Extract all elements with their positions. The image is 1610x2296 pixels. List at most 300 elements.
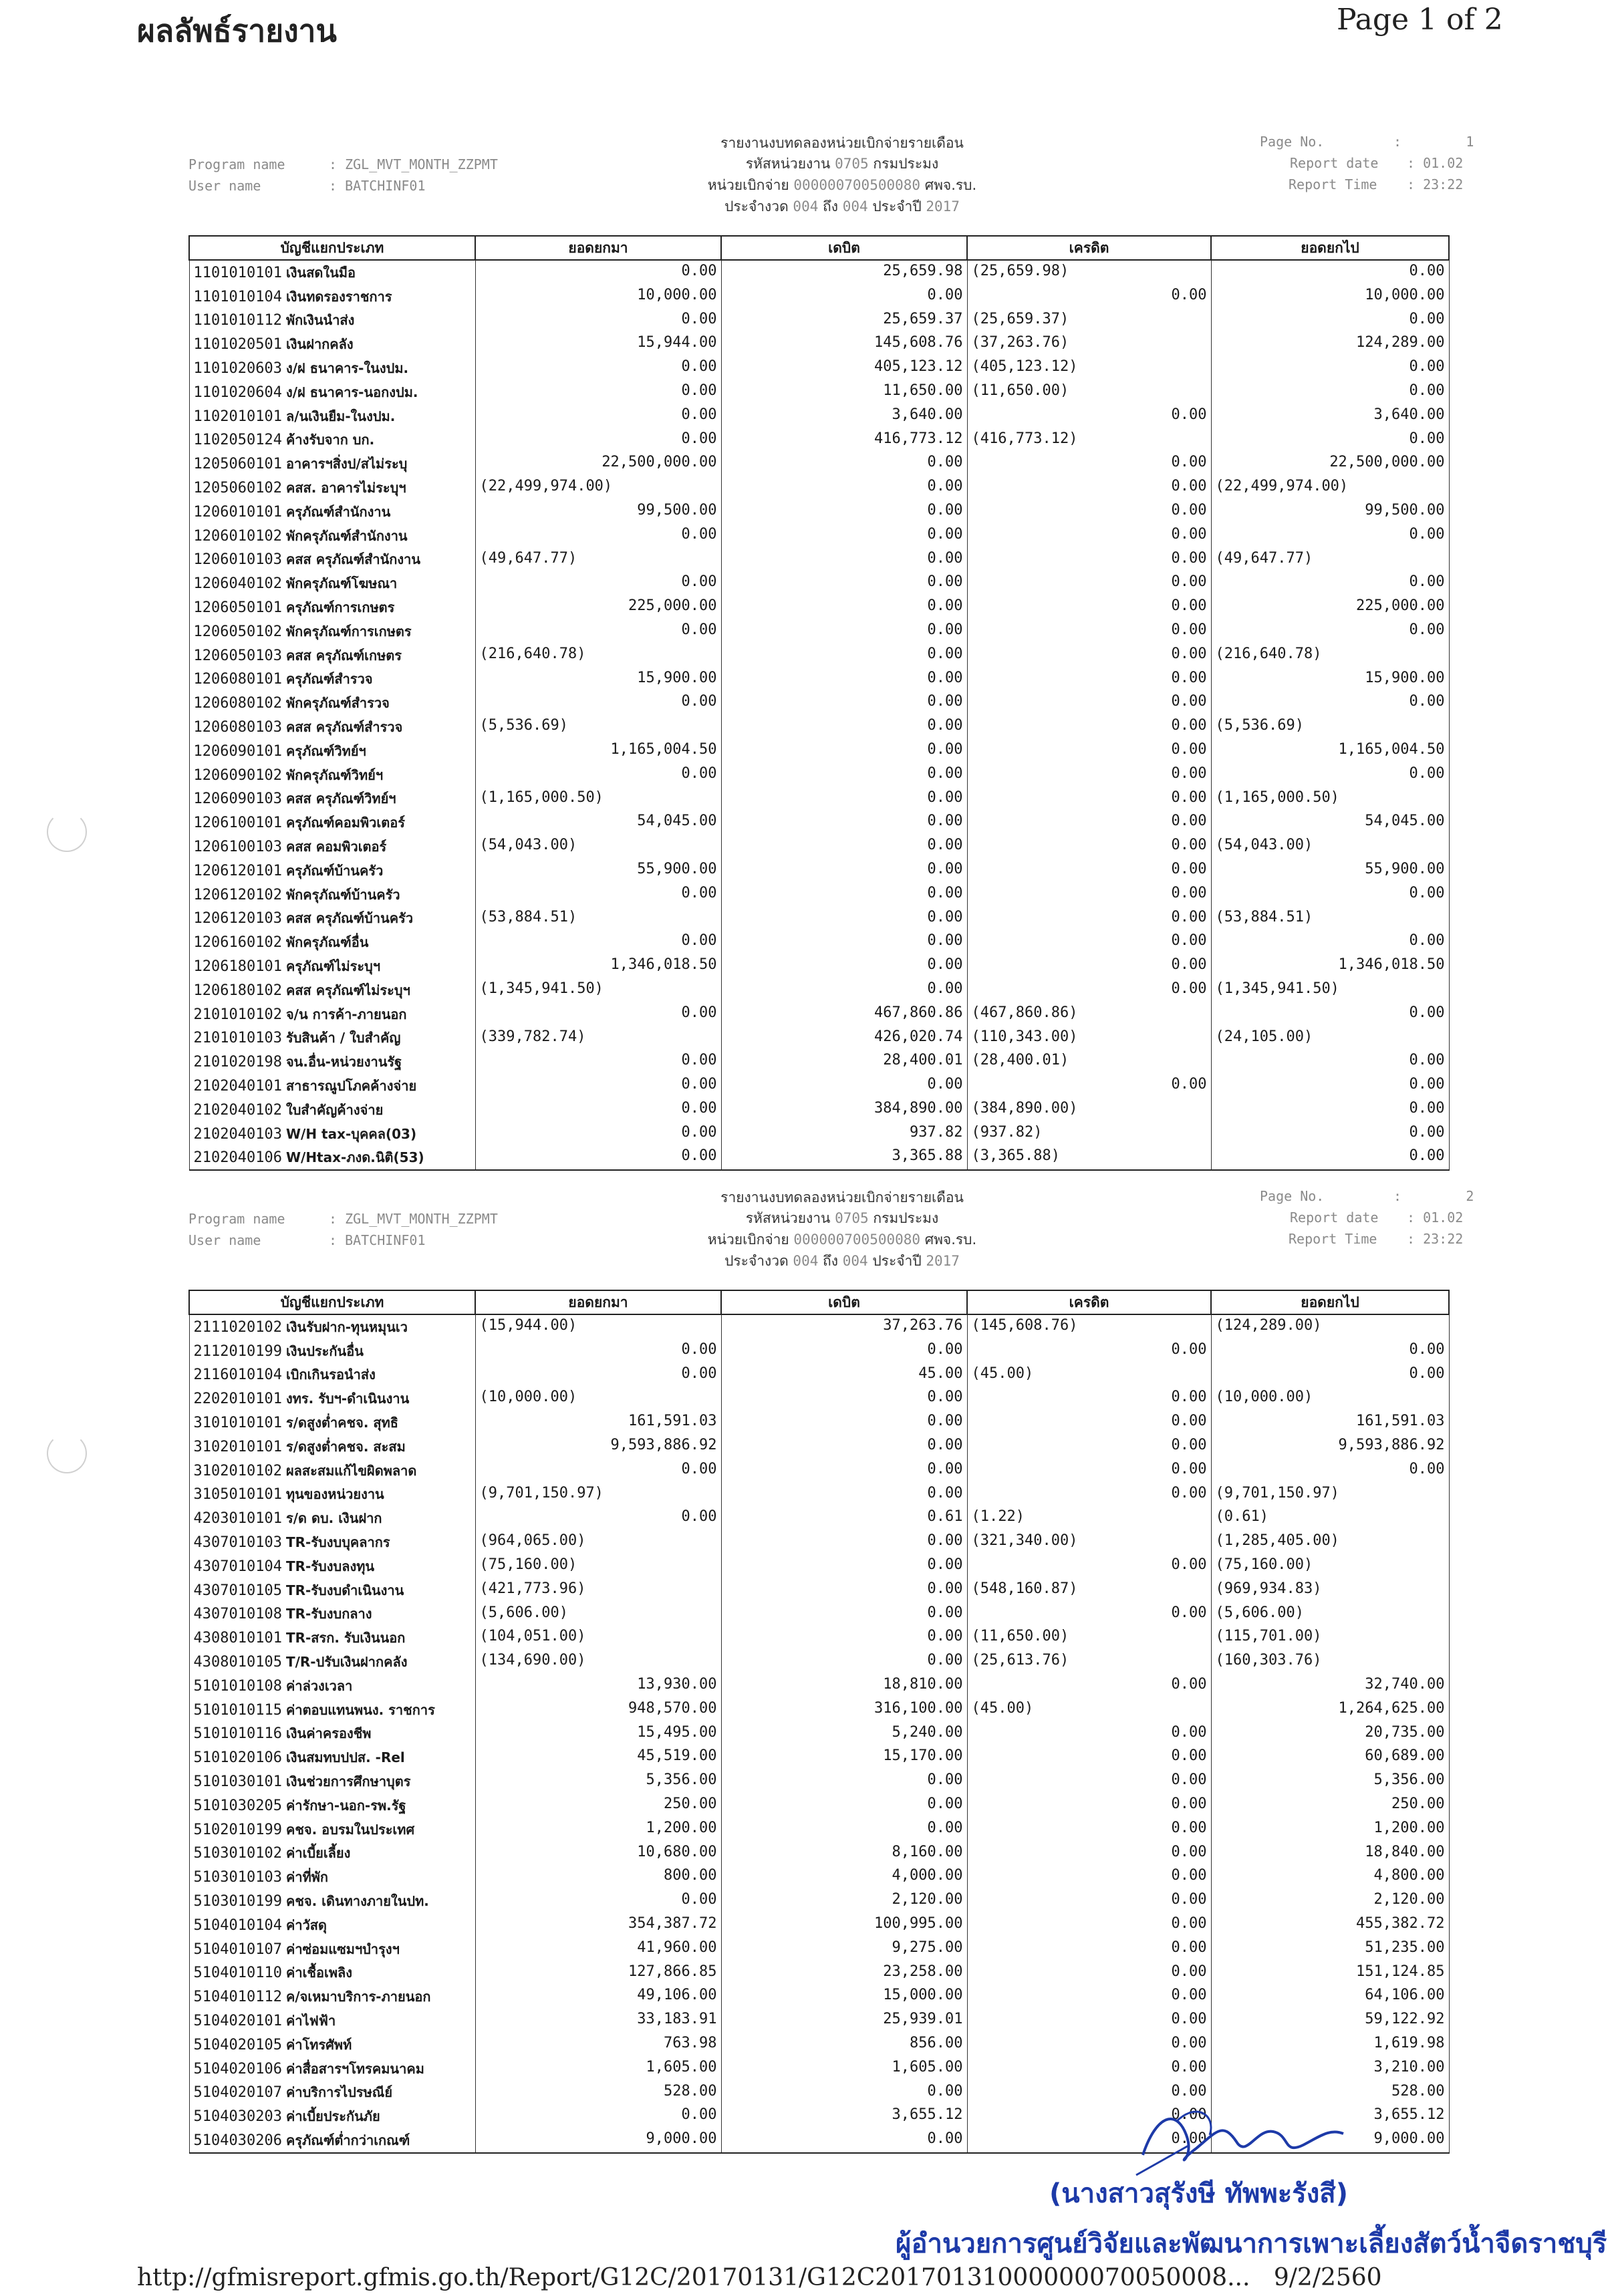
balance-bf-cell [475,1650,721,1674]
account-name: ค่าโทรศัพท์ [285,2036,352,2053]
debit-cell [721,1098,967,1122]
account-name: พักครุภัณฑ์โฆษณา [285,575,398,592]
credit-value: (25,613.76) [971,1652,1069,1669]
balance-bf-value: 0.00 [681,406,717,423]
account-code: 2102040102 [193,1101,282,1119]
debit-value: 0.00 [927,1556,963,1573]
balance-bf-value: 9,000.00 [646,2130,717,2148]
account-code: 2102040103 [193,1125,282,1143]
balance-bf-cell [475,1074,721,1098]
balance-bf-value: (1,165,000.50) [479,788,603,806]
table-row [189,1122,1449,1146]
account-cell [189,2081,475,2105]
debit-cell [721,1793,967,1818]
account-code: 5103010102 [193,1845,282,1862]
balance-cf-value: 51,235.00 [1365,1939,1445,1956]
balance-bf-cell [475,2057,721,2081]
debit-value: 0.00 [927,837,963,854]
credit-value: (45.00) [971,1365,1034,1382]
credit-cell [967,1626,1211,1650]
table-row [189,1026,1449,1050]
balance-cf-cell [1211,1026,1449,1050]
balance-cf-cell [1211,1339,1449,1363]
table-row [189,1889,1449,1913]
balance-cf-cell [1211,835,1449,859]
account-code: 4307010103 [193,1534,282,1552]
table-row [189,1554,1449,1578]
credit-cell [967,1387,1211,1411]
balance-cf-value: 1,165,004.50 [1338,740,1445,758]
print-header-title: ผลลัพธ์รายงาน [137,13,337,49]
balance-cf-cell [1211,404,1449,428]
account-cell [189,1530,475,1554]
account-cell [189,978,475,1002]
debit-cell [721,1339,967,1363]
credit-value: 0.00 [1171,573,1207,591]
credit-cell [967,1842,1211,1866]
account-name: TR-รับงบกลาง [285,1606,372,1622]
account-cell [189,2033,475,2057]
balance-bf-cell [475,1363,721,1387]
account-code: 4307010108 [193,1606,282,1623]
balance-bf-value: 0.00 [681,573,717,591]
account-code: 4307010105 [193,1582,282,1599]
debit-cell [721,1387,967,1411]
balance-bf-value: 161,591.03 [628,1413,717,1430]
account-cell [189,548,475,572]
balance-bf-cell [475,1050,721,1074]
account-cell [189,1674,475,1698]
account-code: 1102010101 [193,408,282,425]
debit-value: 0.00 [927,740,963,758]
credit-value: (321,340.00) [971,1532,1078,1550]
account-cell [189,380,475,404]
balance-bf-value: 33,183.91 [637,2011,717,2028]
balance-bf-cell [475,1459,721,1483]
debit-cell [721,2104,967,2128]
table-row [189,548,1449,572]
debit-cell [721,1314,967,1339]
user-name-value: : BATCHINF01 [329,178,426,194]
debit-cell [721,380,967,404]
balance-cf-cell [1211,309,1449,333]
account-cell [189,1387,475,1411]
debit-cell [721,691,967,715]
account-cell [189,619,475,643]
debit-cell [721,1769,967,1793]
account-code: 5101010116 [193,1725,282,1743]
debit-value: 467,860.86 [874,1004,963,1021]
balance-bf-value: 0.00 [681,621,717,638]
table-row [189,1961,1449,1985]
debit-value: 37,263.76 [883,1317,963,1334]
balance-bf-cell [475,1026,721,1050]
balance-bf-cell [475,643,721,668]
balance-cf-cell [1211,1483,1449,1507]
table-row [189,2033,1449,2057]
balance-cf-value: 0.00 [1409,1147,1445,1165]
debit-cell [721,571,967,595]
credit-value: 0.00 [1171,454,1207,471]
balance-cf-value: (216,640.78) [1215,645,1322,662]
balance-bf-cell [475,1002,721,1026]
account-code: 1206010101 [193,503,282,521]
account-code: 1206010102 [193,527,282,545]
account-name: เงินสมทบปปส. -Rel [285,1749,405,1766]
debit-value: 3,640.00 [892,406,963,423]
credit-value: 0.00 [1171,1675,1207,1693]
table-row [189,1985,1449,2009]
credit-cell [967,548,1211,572]
account-name: TR-รับงบดำเนินงาน [285,1582,404,1598]
account-name: พักครุภัณฑ์สำรวจ [285,695,390,712]
col-header-balance-bf: ยอดยกมา [475,236,721,260]
debit-value: 25,659.37 [883,310,963,327]
col-header-debit: เดบิต [721,1290,967,1314]
account-code: 3102010101 [193,1438,282,1455]
account-code: 4308010101 [193,1630,282,1647]
debit-cell [721,1026,967,1050]
table-row [189,1937,1449,1961]
credit-cell [967,332,1211,356]
credit-cell [967,1506,1211,1530]
credit-cell [967,835,1211,859]
debit-cell [721,1145,967,1170]
debit-cell [721,1506,967,1530]
balance-cf-value: 32,740.00 [1365,1675,1445,1693]
debit-value: 18,810.00 [883,1675,963,1693]
credit-value: 0.00 [1171,286,1207,303]
account-code: 1206080101 [193,671,282,688]
credit-value: (28,400.01) [971,1052,1069,1069]
report-time-value: : 23:22 [1407,1231,1464,1247]
debit-value: 0.00 [927,980,963,997]
table-row [189,260,1449,285]
debit-cell [721,1459,967,1483]
balance-bf-cell [475,1793,721,1818]
debit-value: 0.61 [927,1508,963,1526]
debit-cell [721,595,967,619]
balance-bf-value: 0.00 [681,1891,717,1908]
balance-bf-value: 0.00 [681,1340,717,1358]
balance-bf-cell [475,548,721,572]
account-code: 5101010115 [193,1701,282,1719]
balance-bf-value: 0.00 [681,263,717,279]
debit-value: 5,240.00 [892,1723,963,1741]
balance-bf-value: 127,866.85 [628,1963,717,1980]
account-code: 1101010101 [193,264,282,281]
debit-cell [721,835,967,859]
table-row [189,1145,1449,1170]
balance-cf-cell [1211,1363,1449,1387]
debit-cell [721,1626,967,1650]
debit-value: 0.00 [927,1604,963,1621]
account-code: 1205060101 [193,456,282,473]
account-code: 4308010105 [193,1654,282,1671]
table-row [189,571,1449,595]
credit-cell [967,715,1211,739]
page-no-label: Page No. [1260,1188,1325,1204]
balance-cf-cell [1211,595,1449,619]
account-name: คสส ครุภัณฑ์สำนักงาน [285,551,421,568]
balance-cf-cell [1211,1818,1449,1842]
table-row [189,1339,1449,1363]
handwritten-signature [1129,2095,1350,2182]
debit-value: 0.00 [927,549,963,567]
table-row [189,1626,1449,1650]
account-code: 5104010107 [193,1941,282,1958]
balance-cf-cell [1211,548,1449,572]
balance-cf-value: 0.00 [1409,1340,1445,1358]
table-row [189,691,1449,715]
balance-cf-cell [1211,1411,1449,1435]
credit-cell [967,1889,1211,1913]
account-code: 2101020198 [193,1054,282,1071]
account-cell [189,332,475,356]
balance-cf-value: 0.00 [1409,263,1445,279]
balance-bf-cell [475,1122,721,1146]
account-code: 1101010104 [193,288,282,305]
balance-cf-value: (75,160.00) [1215,1556,1313,1573]
account-cell [189,668,475,692]
table-row [189,1793,1449,1818]
debit-value: 9,275.00 [892,1939,963,1956]
account-cell [189,1961,475,1985]
credit-cell [967,1145,1211,1170]
debit-cell [721,1602,967,1626]
balance-cf-value: 0.00 [1409,310,1445,327]
table-row [189,1506,1449,1530]
account-cell [189,595,475,619]
debit-value: 0.00 [927,860,963,877]
balance-cf-cell [1211,1506,1449,1530]
balance-bf-value: 22,500,000.00 [601,454,717,471]
account-code: 2101010103 [193,1030,282,1047]
balance-bf-cell [475,954,721,978]
credit-cell [967,1026,1211,1050]
balance-cf-value: 0.00 [1409,382,1445,399]
credit-value: 0.00 [1171,478,1207,495]
credit-cell [967,571,1211,595]
account-name: TR-สรก. รับเงินนอก [285,1630,406,1646]
balance-cf-cell [1211,739,1449,763]
credit-value: 0.00 [1171,956,1207,974]
table-row [189,930,1449,954]
debit-cell [721,476,967,500]
account-name: TR-รับงบลงทุน [285,1558,375,1574]
credit-cell [967,978,1211,1002]
account-cell [189,2128,475,2153]
credit-value: (384,890.00) [971,1099,1078,1117]
balance-cf-cell [1211,428,1449,452]
table-row [189,883,1449,907]
debit-value: 0.00 [927,1460,963,1477]
balance-cf-cell [1211,1913,1449,1937]
program-name-label: Program name [188,156,285,172]
debit-cell [721,907,967,931]
debit-cell [721,260,967,285]
balance-bf-cell [475,1865,721,1889]
report-title [635,1187,1049,1209]
balance-cf-cell [1211,1769,1449,1793]
account-cell [189,787,475,811]
account-code: 5104030206 [193,2132,282,2149]
balance-bf-value: 10,000.00 [637,286,717,303]
credit-cell [967,1650,1211,1674]
balance-cf-value: 60,689.00 [1365,1747,1445,1765]
credit-cell [967,2009,1211,2033]
account-code: 1206050102 [193,623,282,640]
balance-bf-cell [475,1769,721,1793]
credit-value: (548,160.87) [971,1580,1078,1597]
col-header-account: บัญชีแยกประเภท [189,1290,475,1314]
balance-bf-cell [475,1626,721,1650]
table-row [189,309,1449,333]
balance-bf-value: 9,593,886.92 [610,1436,717,1453]
balance-bf-value: (5,606.00) [479,1604,568,1621]
debit-value: 0.00 [927,788,963,806]
table-row [189,1483,1449,1507]
balance-bf-value: 800.00 [664,1867,717,1884]
account-code: 1206100101 [193,815,282,832]
debit-cell [721,643,967,668]
account-name: คสส ครุภัณฑ์วิทย์ฯ [285,791,396,807]
account-code: 5104020105 [193,2036,282,2053]
account-name: คสส ครุภัณฑ์สำรวจ [285,719,403,736]
balance-bf-value: 763.98 [664,2034,717,2051]
table-row [189,643,1449,668]
account-name: ค่าสื่อสารฯโทรคมนาคม [285,2060,424,2077]
debit-value: 0.00 [927,764,963,782]
debit-value: 3,655.12 [892,2106,963,2124]
debit-value: 0.00 [927,1413,963,1430]
credit-value: 0.00 [1171,1843,1207,1860]
account-cell [189,1506,475,1530]
account-cell [189,2057,475,2081]
debit-cell [721,524,967,548]
credit-value: 0.00 [1171,764,1207,782]
table-row [189,500,1449,524]
balance-bf-value: 15,900.00 [637,669,717,686]
account-code: 3105010101 [193,1486,282,1503]
debit-cell [721,2081,967,2105]
table-row [189,619,1449,643]
account-code: 1102050124 [193,432,282,449]
report-date-label: Report date [1290,1209,1379,1226]
balance-bf-cell [475,1530,721,1554]
account-cell [189,1339,475,1363]
account-cell [189,835,475,859]
account-code: 3102010102 [193,1462,282,1479]
account-name: W/H tax-บุคคล(03) [285,1125,417,1142]
account-cell [189,907,475,931]
page-no-value: : 1 [1393,134,1474,150]
account-name: ค้างรับจาก บก. [285,432,375,448]
credit-value: 0.00 [1171,813,1207,830]
debit-cell [721,2033,967,2057]
debit-cell [721,1937,967,1961]
balance-cf-value: 1,200.00 [1373,1819,1445,1836]
account-name: คสส ครุภัณฑ์บ้านครัว [285,910,414,927]
table-row [189,811,1449,835]
account-code: 1206090102 [193,766,282,784]
account-code: 1206050103 [193,647,282,664]
balance-bf-cell [475,1818,721,1842]
account-code: 1101020501 [193,336,282,353]
credit-value: 0.00 [1171,1436,1207,1453]
credit-value: 0.00 [1171,1867,1207,1884]
debit-value: 145,608.76 [874,334,963,351]
debit-value: 0.00 [927,286,963,303]
credit-value: (937.82) [971,1123,1043,1141]
balance-bf-cell [475,1745,721,1769]
credit-cell [967,452,1211,476]
account-name: พักครุภัณฑ์บ้านครัว [285,886,400,903]
balance-bf-value: 528.00 [664,2082,717,2100]
debit-cell [721,428,967,452]
credit-value: 0.00 [1171,717,1207,734]
balance-bf-cell [475,524,721,548]
credit-cell [967,907,1211,931]
binder-hole-mark [47,1433,87,1473]
credit-value: 0.00 [1171,621,1207,638]
table-row [189,1074,1449,1098]
account-cell [189,1314,475,1339]
balance-cf-cell [1211,524,1449,548]
balance-bf-cell [475,1674,721,1698]
balance-bf-cell [475,1098,721,1122]
table-row [189,1459,1449,1483]
balance-bf-value: 15,944.00 [637,334,717,351]
account-code: 1205060102 [193,480,282,497]
balance-bf-value: 1,200.00 [646,1819,717,1836]
credit-value: 0.00 [1171,2082,1207,2100]
balance-cf-cell [1211,380,1449,404]
balance-bf-cell [475,1842,721,1866]
debit-cell [721,2128,967,2153]
debit-value: 0.00 [927,1389,963,1406]
table-row [189,1769,1449,1793]
credit-value: (25,659.98) [971,263,1069,279]
debit-cell [721,1745,967,1769]
balance-cf-cell [1211,1698,1449,1722]
account-cell [189,1793,475,1818]
account-code: 3101010101 [193,1415,282,1432]
account-code: 5101030205 [193,1797,282,1814]
balance-cf-cell [1211,2057,1449,2081]
balance-bf-cell [475,668,721,692]
debit-cell [721,404,967,428]
balance-cf-value: 54,045.00 [1365,813,1445,830]
debit-cell [721,1050,967,1074]
balance-cf-cell [1211,1459,1449,1483]
balance-cf-value: (9,701,150.97) [1215,1484,1339,1501]
col-header-balance-bf: ยอดยกมา [475,1290,721,1314]
account-name: ร/ด ดบ. เงินฝาก [285,1510,382,1527]
table-row [189,1674,1449,1698]
balance-bf-cell [475,476,721,500]
debit-cell [721,930,967,954]
debit-cell [721,1530,967,1554]
balance-cf-cell [1211,285,1449,309]
account-code: 5101010108 [193,1677,282,1695]
debit-value: 0.00 [927,1484,963,1501]
account-cell [189,476,475,500]
account-name: เงินทดรองราชการ [285,288,392,305]
program-name-label: Program name [188,1211,285,1227]
account-name: เบิกเกินรอนำส่ง [285,1367,376,1383]
debit-cell [721,1865,967,1889]
